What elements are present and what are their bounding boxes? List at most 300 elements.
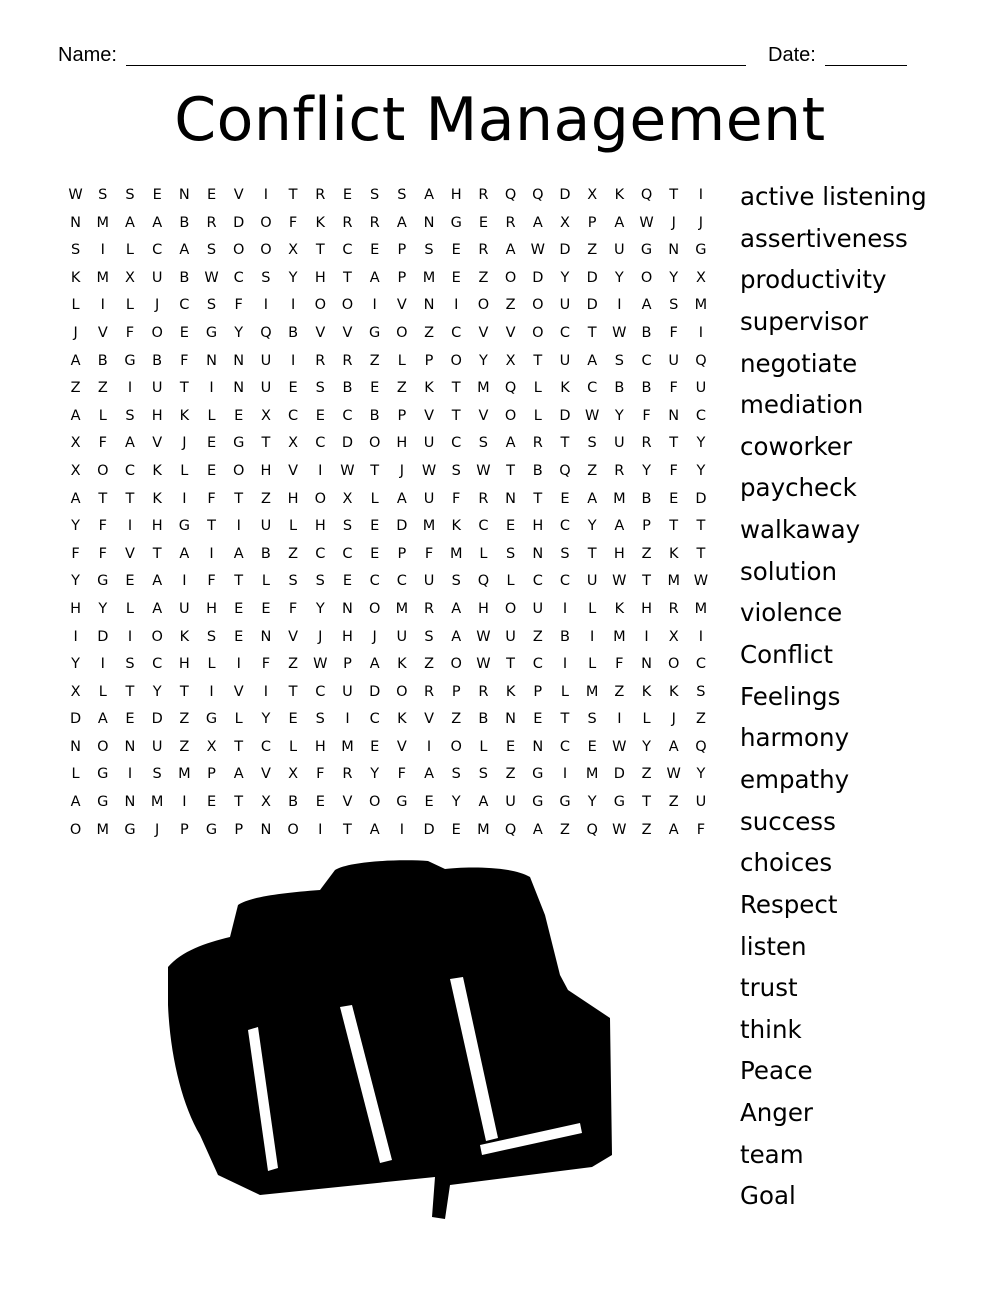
grid-letter[interactable]: Z	[505, 766, 516, 783]
grid-letter[interactable]: P	[234, 821, 244, 838]
grid-letter[interactable]: X	[70, 462, 81, 479]
grid-letter[interactable]: I	[644, 628, 649, 645]
grid-letter[interactable]: L	[397, 352, 406, 369]
grid-letter[interactable]: P	[397, 407, 407, 424]
grid-letter[interactable]: E	[560, 490, 570, 507]
grid-letter[interactable]: T	[506, 656, 516, 673]
grid-letter[interactable]: P	[424, 352, 434, 369]
grid-letter[interactable]: L	[642, 711, 651, 728]
grid-letter[interactable]: O	[260, 242, 272, 259]
grid-letter[interactable]: O	[97, 738, 109, 755]
grid-letter[interactable]: P	[451, 683, 461, 700]
grid-letter[interactable]: S	[261, 269, 271, 286]
grid-letter[interactable]: S	[288, 573, 298, 590]
grid-letter[interactable]: S	[315, 380, 325, 397]
grid-letter[interactable]: R	[532, 435, 543, 452]
grid-letter[interactable]: K	[397, 656, 407, 673]
grid-letter[interactable]: F	[261, 656, 271, 673]
grid-letter[interactable]: O	[532, 324, 544, 341]
grid-letter[interactable]: V	[478, 407, 489, 424]
grid-letter[interactable]: O	[504, 269, 517, 286]
grid-letter[interactable]: F	[288, 600, 298, 617]
grid-letter[interactable]: G	[124, 352, 136, 369]
grid-letter[interactable]: D	[586, 269, 598, 286]
grid-letter[interactable]: N	[668, 407, 680, 424]
grid-letter[interactable]: Z	[668, 794, 679, 811]
grid-letter[interactable]: M	[96, 821, 110, 838]
grid-letter[interactable]: F	[316, 766, 325, 783]
grid-letter[interactable]: Z	[288, 545, 299, 562]
grid-letter[interactable]: Y	[587, 794, 597, 811]
grid-letter[interactable]: O	[151, 628, 163, 645]
grid-letter[interactable]: Y	[370, 766, 380, 783]
grid-letter[interactable]: L	[588, 656, 597, 673]
grid-letter[interactable]: K	[560, 380, 570, 397]
grid-letter[interactable]: G	[396, 794, 408, 811]
grid-letter[interactable]: U	[151, 269, 163, 286]
grid-letter[interactable]: K	[397, 711, 407, 728]
grid-letter[interactable]: G	[178, 518, 190, 535]
grid-letter[interactable]: N	[532, 738, 544, 755]
grid-letter[interactable]: X	[288, 242, 299, 259]
grid-letter[interactable]: A	[125, 214, 135, 231]
grid-letter[interactable]: A	[233, 766, 244, 783]
grid-letter[interactable]: D	[532, 269, 544, 286]
grid-letter[interactable]: T	[587, 324, 597, 341]
grid-letter[interactable]: F	[669, 380, 678, 397]
grid-letter[interactable]: H	[206, 600, 217, 617]
grid-letter[interactable]: X	[668, 628, 679, 645]
grid-letter[interactable]: T	[451, 380, 461, 397]
grid-letter[interactable]: U	[260, 352, 272, 369]
grid-letter[interactable]: Z	[179, 711, 190, 728]
grid-letter[interactable]: A	[478, 794, 489, 811]
grid-letter[interactable]: J	[73, 324, 78, 341]
grid-letter[interactable]: S	[70, 242, 81, 259]
grid-letter[interactable]: S	[206, 628, 217, 645]
grid-letter[interactable]: N	[70, 214, 82, 231]
grid-letter[interactable]: C	[342, 545, 353, 562]
grid-letter[interactable]: V	[152, 435, 163, 452]
grid-letter[interactable]: U	[342, 683, 353, 700]
grid-letter[interactable]: S	[206, 297, 217, 314]
name-field[interactable]	[126, 65, 746, 66]
grid-letter[interactable]: L	[125, 297, 135, 314]
grid-letter[interactable]: G	[369, 324, 381, 341]
grid-letter[interactable]: Q	[586, 821, 598, 838]
grid-letter[interactable]: T	[696, 518, 706, 535]
grid-letter[interactable]: T	[343, 269, 352, 286]
grid-letter[interactable]: R	[423, 683, 435, 700]
grid-letter[interactable]: C	[451, 324, 462, 341]
grid-letter[interactable]: M	[613, 490, 626, 507]
grid-letter[interactable]: W	[68, 187, 83, 203]
grid-letter[interactable]: G	[532, 794, 544, 811]
grid-letter[interactable]: S	[152, 766, 162, 783]
grid-letter[interactable]: G	[640, 242, 653, 259]
grid-letter[interactable]: I	[590, 628, 595, 645]
grid-letter[interactable]: N	[178, 187, 190, 203]
grid-letter[interactable]: B	[288, 324, 299, 341]
grid-letter[interactable]: O	[504, 407, 517, 424]
grid-letter[interactable]: L	[98, 683, 107, 700]
grid-letter[interactable]: E	[587, 738, 597, 755]
grid-letter[interactable]: X	[505, 352, 516, 369]
grid-letter[interactable]: M	[694, 600, 708, 617]
grid-letter[interactable]: L	[71, 766, 80, 783]
grid-letter[interactable]: O	[151, 324, 163, 341]
grid-letter[interactable]: C	[369, 711, 380, 728]
grid-letter[interactable]: N	[668, 242, 680, 259]
grid-letter[interactable]: C	[396, 573, 407, 590]
grid-letter[interactable]: P	[642, 518, 651, 535]
grid-letter[interactable]: O	[450, 738, 462, 755]
grid-letter[interactable]: K	[451, 518, 461, 535]
grid-letter[interactable]: V	[505, 324, 516, 341]
grid-letter[interactable]: B	[179, 214, 190, 231]
grid-letter[interactable]: T	[451, 407, 461, 424]
grid-letter[interactable]: T	[560, 435, 570, 452]
grid-letter[interactable]: Y	[478, 352, 488, 369]
grid-letter[interactable]: I	[562, 600, 568, 617]
grid-letter[interactable]: C	[179, 297, 190, 314]
grid-letter[interactable]: F	[615, 656, 624, 673]
grid-letter[interactable]: Y	[71, 573, 81, 590]
grid-letter[interactable]: E	[234, 600, 244, 617]
grid-letter[interactable]: S	[669, 297, 679, 314]
grid-letter[interactable]: A	[152, 573, 163, 590]
grid-letter[interactable]: M	[477, 380, 490, 397]
grid-letter[interactable]: I	[698, 187, 704, 203]
grid-letter[interactable]: T	[587, 545, 597, 562]
grid-letter[interactable]: V	[424, 407, 434, 424]
grid-letter[interactable]: P	[179, 821, 189, 838]
grid-letter[interactable]: L	[207, 656, 216, 673]
grid-letter[interactable]: O	[233, 462, 245, 479]
grid-letter[interactable]: O	[450, 656, 462, 673]
grid-letter[interactable]: I	[318, 462, 323, 479]
grid-letter[interactable]: H	[532, 518, 544, 535]
grid-letter[interactable]: E	[206, 794, 217, 811]
grid-letter[interactable]: A	[152, 214, 163, 231]
grid-letter[interactable]: T	[125, 490, 135, 507]
grid-letter[interactable]: K	[152, 490, 162, 507]
grid-letter[interactable]: V	[288, 628, 299, 645]
grid-letter[interactable]: J	[182, 435, 187, 452]
grid-letter[interactable]: O	[532, 297, 544, 314]
grid-letter[interactable]: I	[426, 738, 432, 755]
grid-letter[interactable]: I	[698, 628, 704, 645]
grid-letter[interactable]: L	[533, 407, 542, 424]
grid-letter[interactable]: A	[424, 187, 434, 203]
grid-letter[interactable]: A	[532, 821, 543, 838]
grid-letter[interactable]: S	[587, 711, 597, 728]
grid-letter[interactable]: W	[313, 656, 328, 673]
grid-letter[interactable]: L	[261, 573, 270, 590]
grid-letter[interactable]: F	[288, 214, 298, 231]
grid-letter[interactable]: O	[368, 794, 381, 811]
grid-letter[interactable]: G	[97, 794, 109, 811]
grid-letter[interactable]: G	[450, 214, 462, 231]
grid-letter[interactable]: L	[98, 407, 107, 424]
grid-letter[interactable]: D	[559, 407, 571, 424]
grid-letter[interactable]: E	[288, 380, 298, 397]
grid-letter[interactable]: E	[152, 187, 162, 203]
grid-letter[interactable]: O	[260, 214, 272, 231]
grid-letter[interactable]: F	[669, 324, 678, 341]
grid-letter[interactable]: R	[478, 187, 489, 203]
grid-letter[interactable]: Q	[260, 324, 272, 341]
grid-letter[interactable]: E	[206, 435, 217, 452]
grid-letter[interactable]: U	[151, 738, 163, 755]
grid-letter[interactable]: Z	[478, 269, 489, 286]
grid-letter[interactable]: H	[641, 600, 652, 617]
grid-letter[interactable]: V	[233, 187, 244, 203]
grid-letter[interactable]: W	[639, 214, 654, 231]
grid-letter[interactable]: V	[342, 324, 353, 341]
grid-letter[interactable]: X	[125, 269, 135, 286]
grid-letter[interactable]: T	[669, 187, 679, 203]
grid-letter[interactable]: C	[695, 656, 706, 673]
grid-letter[interactable]: D	[70, 711, 82, 728]
grid-letter[interactable]: Z	[97, 380, 108, 397]
grid-letter[interactable]: M	[477, 821, 490, 838]
grid-letter[interactable]: M	[585, 766, 599, 783]
grid-letter[interactable]: A	[505, 435, 516, 452]
grid-letter[interactable]: L	[289, 738, 298, 755]
grid-letter[interactable]: D	[233, 214, 245, 231]
grid-letter[interactable]: R	[206, 214, 217, 231]
grid-letter[interactable]: J	[671, 214, 676, 231]
grid-letter[interactable]: C	[233, 269, 244, 286]
grid-letter[interactable]: E	[506, 518, 516, 535]
grid-letter[interactable]: T	[98, 490, 108, 507]
grid-letter[interactable]: K	[505, 683, 516, 700]
grid-letter[interactable]: I	[263, 187, 269, 203]
grid-letter[interactable]: Z	[179, 738, 190, 755]
grid-letter[interactable]: Q	[504, 821, 517, 838]
grid-letter[interactable]: O	[668, 656, 680, 673]
grid-letter[interactable]: L	[234, 711, 243, 728]
grid-letter[interactable]: E	[506, 738, 516, 755]
grid-letter[interactable]: K	[315, 214, 326, 231]
grid-letter[interactable]: T	[179, 683, 189, 700]
grid-letter[interactable]: Z	[695, 711, 706, 728]
grid-letter[interactable]: A	[396, 490, 407, 507]
grid-letter[interactable]: Y	[315, 600, 325, 617]
grid-letter[interactable]: I	[372, 297, 377, 314]
grid-letter[interactable]: N	[233, 380, 245, 397]
grid-letter[interactable]: Y	[669, 269, 679, 286]
grid-letter[interactable]: B	[288, 794, 299, 811]
grid-letter[interactable]: H	[151, 518, 163, 535]
grid-letter[interactable]: C	[532, 656, 543, 673]
grid-letter[interactable]: B	[152, 352, 163, 369]
grid-letter[interactable]: E	[370, 518, 380, 535]
grid-letter[interactable]: S	[451, 573, 461, 590]
grid-letter[interactable]: Y	[642, 462, 651, 479]
grid-letter[interactable]: H	[314, 269, 326, 286]
grid-letter[interactable]: W	[476, 656, 491, 673]
grid-letter[interactable]: F	[642, 407, 651, 424]
grid-letter[interactable]: I	[290, 352, 296, 369]
grid-letter[interactable]: J	[698, 214, 704, 231]
grid-letter[interactable]: E	[125, 573, 135, 590]
grid-letter[interactable]: L	[125, 242, 135, 259]
grid-letter[interactable]: U	[532, 600, 544, 617]
grid-letter[interactable]: Y	[614, 407, 624, 424]
grid-letter[interactable]: F	[180, 352, 189, 369]
grid-letter[interactable]: R	[478, 242, 489, 259]
grid-letter[interactable]: P	[587, 214, 597, 231]
grid-letter[interactable]: E	[451, 242, 461, 259]
grid-letter[interactable]: T	[533, 490, 543, 507]
grid-letter[interactable]: Q	[695, 352, 707, 369]
grid-letter[interactable]: E	[125, 711, 135, 728]
grid-letter[interactable]: I	[236, 518, 241, 535]
grid-letter[interactable]: I	[100, 297, 105, 314]
grid-letter[interactable]: A	[451, 628, 462, 645]
grid-letter[interactable]: C	[260, 738, 271, 755]
grid-letter[interactable]: I	[209, 545, 214, 562]
grid-letter[interactable]: M	[96, 214, 110, 231]
grid-letter[interactable]: F	[397, 766, 407, 783]
grid-letter[interactable]: S	[206, 242, 217, 259]
grid-letter[interactable]: L	[479, 545, 488, 562]
grid-letter[interactable]: A	[451, 600, 462, 617]
grid-letter[interactable]: B	[614, 380, 625, 397]
grid-letter[interactable]: Z	[424, 656, 434, 673]
grid-letter[interactable]: O	[477, 297, 490, 314]
grid-letter[interactable]: V	[478, 324, 489, 341]
grid-letter[interactable]: C	[315, 545, 326, 562]
grid-letter[interactable]: K	[179, 628, 190, 645]
grid-letter[interactable]: A	[424, 766, 434, 783]
grid-letter[interactable]: A	[369, 821, 380, 838]
grid-letter[interactable]: D	[559, 242, 571, 259]
grid-letter[interactable]: F	[207, 490, 216, 507]
grid-letter[interactable]: A	[70, 407, 81, 424]
grid-letter[interactable]: Z	[288, 656, 299, 673]
grid-letter[interactable]: E	[179, 324, 189, 341]
grid-letter[interactable]: A	[532, 214, 543, 231]
grid-letter[interactable]: U	[695, 380, 707, 397]
grid-letter[interactable]: I	[290, 297, 296, 314]
grid-letter[interactable]: B	[260, 545, 271, 562]
grid-letter[interactable]: E	[533, 711, 543, 728]
grid-letter[interactable]: J	[318, 628, 323, 645]
grid-letter[interactable]: O	[396, 683, 408, 700]
grid-letter[interactable]: I	[318, 821, 323, 838]
grid-letter[interactable]: S	[560, 545, 570, 562]
grid-letter[interactable]: I	[698, 324, 704, 341]
grid-letter[interactable]: E	[206, 462, 217, 479]
grid-letter[interactable]: C	[369, 573, 380, 590]
grid-letter[interactable]: N	[233, 352, 245, 369]
grid-letter[interactable]: W	[476, 628, 491, 645]
grid-letter[interactable]: E	[424, 794, 434, 811]
grid-letter[interactable]: E	[451, 269, 461, 286]
grid-letter[interactable]: X	[560, 214, 570, 231]
grid-letter[interactable]: T	[179, 380, 189, 397]
grid-letter[interactable]: I	[182, 490, 187, 507]
grid-letter[interactable]: W	[666, 766, 681, 783]
grid-letter[interactable]: B	[641, 380, 652, 397]
grid-letter[interactable]: V	[396, 738, 407, 755]
grid-letter[interactable]: W	[612, 821, 627, 838]
grid-letter[interactable]: I	[345, 711, 350, 728]
grid-letter[interactable]: U	[260, 380, 272, 397]
grid-letter[interactable]: E	[478, 214, 488, 231]
grid-letter[interactable]: B	[478, 711, 489, 728]
grid-letter[interactable]: R	[478, 683, 489, 700]
grid-letter[interactable]: T	[234, 794, 244, 811]
grid-letter[interactable]: O	[368, 435, 381, 452]
grid-letter[interactable]: W	[421, 462, 437, 479]
grid-letter[interactable]: G	[97, 766, 109, 783]
grid-letter[interactable]: V	[288, 462, 299, 479]
grid-letter[interactable]: C	[478, 518, 489, 535]
grid-letter[interactable]: D	[423, 821, 435, 838]
grid-letter[interactable]: N	[532, 545, 544, 562]
grid-letter[interactable]: Q	[477, 573, 490, 590]
grid-letter[interactable]: N	[423, 214, 435, 231]
grid-letter[interactable]: M	[178, 766, 191, 783]
grid-letter[interactable]: U	[423, 435, 435, 452]
grid-letter[interactable]: S	[125, 407, 135, 424]
grid-letter[interactable]: I	[182, 573, 187, 590]
grid-letter[interactable]: G	[695, 242, 707, 259]
grid-letter[interactable]: K	[668, 545, 679, 562]
grid-letter[interactable]: K	[179, 407, 190, 424]
grid-letter[interactable]: I	[100, 656, 105, 673]
grid-letter[interactable]: T	[642, 794, 651, 811]
grid-letter[interactable]: W	[584, 407, 600, 424]
grid-letter[interactable]: L	[533, 380, 542, 397]
grid-letter[interactable]: R	[342, 352, 353, 369]
grid-letter[interactable]: D	[396, 518, 408, 535]
grid-letter[interactable]: I	[100, 242, 105, 259]
grid-letter[interactable]: S	[478, 435, 489, 452]
grid-letter[interactable]: H	[477, 600, 489, 617]
grid-letter[interactable]: H	[314, 738, 326, 755]
grid-letter[interactable]: R	[315, 187, 326, 203]
grid-letter[interactable]: Z	[560, 821, 570, 838]
grid-letter[interactable]: A	[641, 297, 652, 314]
grid-letter[interactable]: U	[179, 600, 190, 617]
grid-letter[interactable]: V	[97, 324, 108, 341]
grid-letter[interactable]: S	[505, 545, 516, 562]
grid-letter[interactable]: W	[476, 462, 491, 479]
grid-letter[interactable]: C	[288, 407, 299, 424]
grid-letter[interactable]: T	[560, 711, 570, 728]
grid-letter[interactable]: M	[150, 794, 164, 811]
grid-letter[interactable]: M	[341, 738, 354, 755]
grid-letter[interactable]: M	[613, 628, 626, 645]
grid-letter[interactable]: W	[612, 324, 627, 341]
grid-letter[interactable]: H	[287, 490, 299, 507]
grid-letter[interactable]: R	[614, 462, 625, 479]
grid-letter[interactable]: C	[559, 738, 571, 755]
grid-letter[interactable]: N	[505, 490, 517, 507]
grid-letter[interactable]: L	[370, 490, 379, 507]
grid-letter[interactable]: C	[559, 518, 571, 535]
grid-letter[interactable]: F	[71, 545, 80, 562]
grid-letter[interactable]: T	[642, 573, 651, 590]
grid-letter[interactable]: O	[97, 462, 109, 479]
grid-letter[interactable]: L	[289, 518, 298, 535]
grid-letter[interactable]: Q	[695, 738, 707, 755]
